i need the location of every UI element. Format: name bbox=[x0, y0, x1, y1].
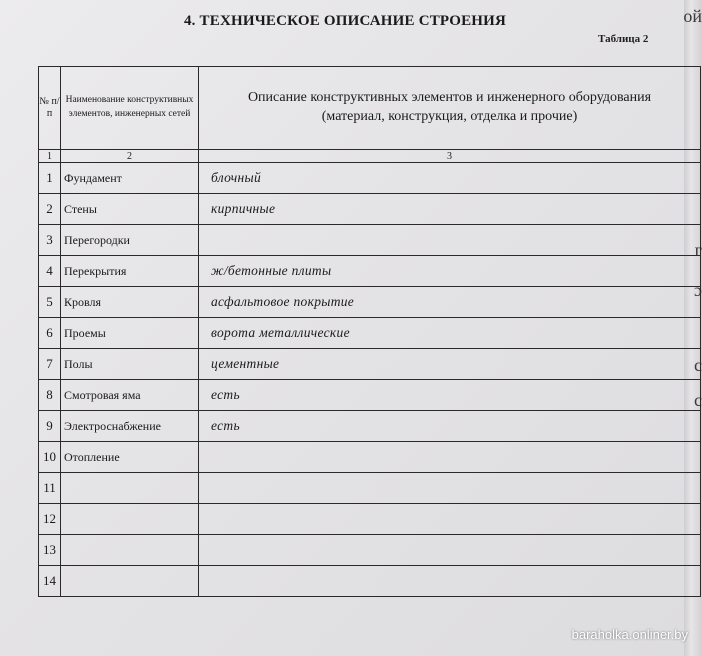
edge-mark: г bbox=[694, 240, 702, 260]
element-description: ж/бетонные плиты bbox=[199, 256, 701, 287]
element-description: кирпичные bbox=[199, 194, 701, 225]
table-row bbox=[39, 380, 701, 411]
row-number: 8 bbox=[39, 380, 61, 411]
row-number: 10 bbox=[39, 442, 61, 473]
column-number-row bbox=[39, 150, 701, 163]
element-name: Стены bbox=[61, 194, 199, 225]
element-description bbox=[199, 535, 701, 566]
row-number: 9 bbox=[39, 411, 61, 442]
table-row bbox=[39, 504, 701, 535]
element-description bbox=[199, 473, 701, 504]
row-number: 5 bbox=[39, 287, 61, 318]
edge-mark: ой bbox=[683, 6, 702, 26]
table-row bbox=[39, 411, 701, 442]
element-name: Смотровая яма bbox=[61, 380, 199, 411]
element-description: асфальтовое покрытие bbox=[199, 287, 701, 318]
element-description bbox=[199, 225, 701, 256]
element-name bbox=[61, 535, 199, 566]
element-name: Фундамент bbox=[61, 163, 199, 194]
element-description: ворота металлические bbox=[199, 318, 701, 349]
table-row bbox=[39, 287, 701, 318]
element-name bbox=[61, 566, 199, 597]
element-description bbox=[199, 504, 701, 535]
row-number: 2 bbox=[39, 194, 61, 225]
element-description: цементные bbox=[199, 349, 701, 380]
row-number: 13 bbox=[39, 535, 61, 566]
technical-description-table bbox=[38, 66, 701, 597]
header-element-name: Наименование конструктивных элементов, инженерных сетей bbox=[61, 67, 199, 150]
table-label: Таблица 2 bbox=[598, 33, 649, 45]
edge-mark: с bbox=[694, 390, 702, 410]
table-header-row bbox=[39, 67, 701, 150]
table-row bbox=[39, 318, 701, 349]
table-row bbox=[39, 163, 701, 194]
column-number: 1 bbox=[39, 150, 61, 163]
table-row bbox=[39, 442, 701, 473]
element-description: есть bbox=[199, 380, 701, 411]
table-row bbox=[39, 349, 701, 380]
row-number: 3 bbox=[39, 225, 61, 256]
element-name: Перекрытия bbox=[61, 256, 199, 287]
element-name bbox=[61, 504, 199, 535]
element-name: Кровля bbox=[61, 287, 199, 318]
row-number: 6 bbox=[39, 318, 61, 349]
header-description-line1: Описание конструктивных элементов и инженерного оборудования bbox=[247, 90, 652, 106]
element-description: блочный bbox=[199, 163, 701, 194]
row-number: 7 bbox=[39, 349, 61, 380]
element-description: есть bbox=[199, 411, 701, 442]
element-name: Перегородки bbox=[61, 225, 199, 256]
row-number: 1 bbox=[39, 163, 61, 194]
header-description-line2: (материал, конструкция, отделка и прочие) bbox=[321, 109, 578, 124]
page-title: 4. ТЕХНИЧЕСКОЕ ОПИСАНИЕ СТРОЕНИЯ bbox=[183, 13, 507, 29]
table-row bbox=[39, 256, 701, 287]
row-number: 12 bbox=[39, 504, 61, 535]
element-name: Электроснабжение bbox=[61, 411, 199, 442]
row-number: 11 bbox=[39, 473, 61, 504]
column-number: 3 bbox=[199, 150, 701, 163]
element-name: Проемы bbox=[61, 318, 199, 349]
header-number: № п/ п bbox=[39, 67, 61, 150]
site-watermark: baraholka.onliner.by bbox=[571, 627, 688, 642]
element-name: Отопление bbox=[61, 442, 199, 473]
header-description bbox=[199, 67, 701, 150]
table-row bbox=[39, 194, 701, 225]
table-row bbox=[39, 473, 701, 504]
edge-mark: с bbox=[694, 355, 702, 375]
element-name bbox=[61, 473, 199, 504]
element-name: Полы bbox=[61, 349, 199, 380]
row-number: 4 bbox=[39, 256, 61, 287]
table-row bbox=[39, 566, 701, 597]
column-number: 2 bbox=[61, 150, 199, 163]
table-row bbox=[39, 225, 701, 256]
element-description bbox=[199, 442, 701, 473]
edge-mark: ɔ bbox=[694, 280, 702, 300]
row-number: 14 bbox=[39, 566, 61, 597]
element-description bbox=[199, 566, 701, 597]
table-row bbox=[39, 535, 701, 566]
